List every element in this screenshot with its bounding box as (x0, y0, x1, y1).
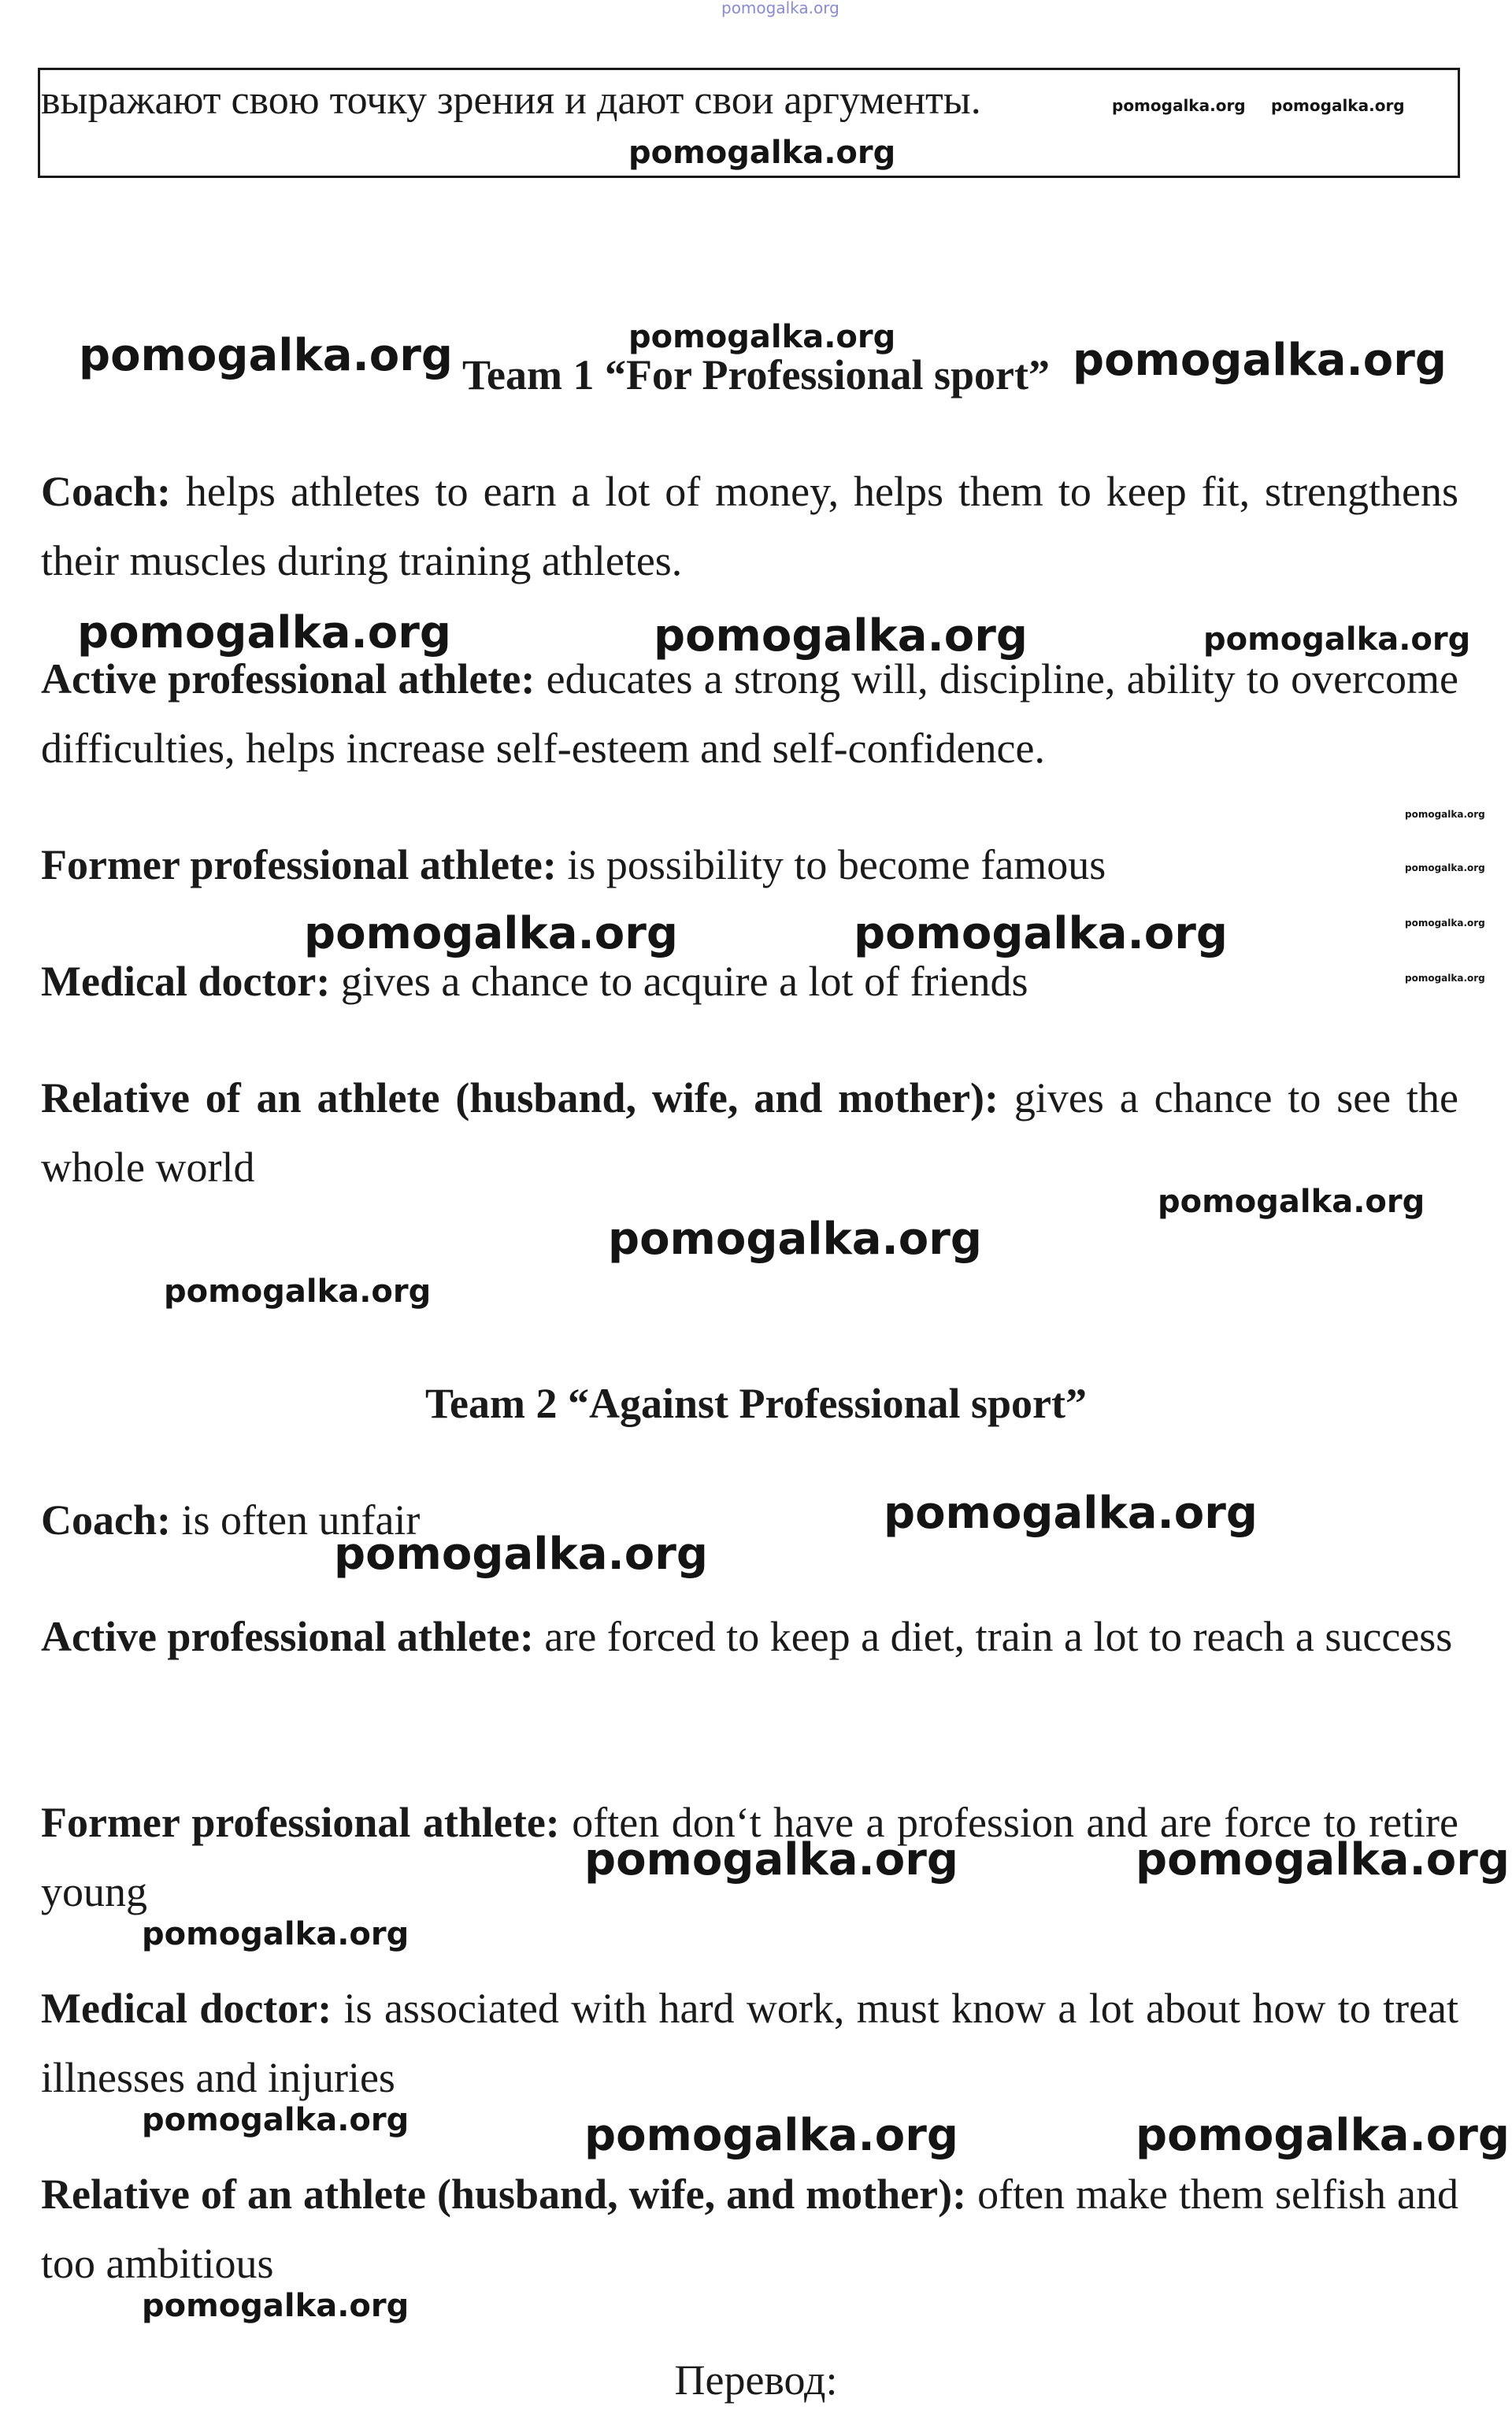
team1-coach-paragraph (41, 457, 1458, 595)
watermark-text: pomogalka.org (1271, 96, 1405, 115)
watermark-text: pomogalka.org (334, 1529, 708, 1580)
role-description: is possibility to become famous (556, 841, 1106, 888)
watermark-text: pomogalka.org (1073, 335, 1447, 386)
team1-active-athlete-paragraph (41, 644, 1458, 783)
watermark-text: pomogalka.org (628, 319, 896, 355)
role-label: Coach: (41, 1496, 171, 1544)
watermark-text: pomogalka.org (142, 2288, 410, 2324)
watermark-text: pomogalka.org (77, 607, 451, 658)
role-description: often don‘t have a profession and are force to retire young (41, 1799, 1458, 1915)
watermark-text: pomogalka.org (654, 610, 1028, 662)
watermark-text: pomogalka.org (304, 908, 678, 959)
watermark-text: pomogalka.org (79, 330, 453, 381)
role-description: is often unfair (170, 1496, 421, 1544)
role-label: Former professional athlete: (41, 1799, 560, 1846)
watermark-text: pomogalka.org (1136, 1834, 1510, 1885)
watermark-text: pomogalka.org (164, 1273, 432, 1310)
team1-relative-paragraph (41, 1063, 1458, 1202)
role-label: Medical doctor: (41, 958, 331, 1005)
watermark-text: pomogalka.org (1405, 973, 1485, 984)
watermark-text: pomogalka.org (628, 135, 896, 171)
role-description: helps athletes to earn a lot of money, helps them to keep fit, strengthens their muscles during training athletes. (41, 468, 1458, 584)
role-label: Medical doctor: (41, 1985, 332, 2032)
watermark-text: pomogalka.org (854, 908, 1228, 959)
role-label: Relative of an athlete (husband, wife, and mother): (41, 1074, 999, 1121)
watermark-text: pomogalka.org (884, 1488, 1258, 1539)
team1-heading: Team 1 “For Professional sport” (462, 351, 1050, 399)
watermark-text: pomogalka.org (584, 2110, 958, 2161)
team2-active-athlete-paragraph (41, 1602, 1458, 1671)
role-description: educates a strong will, discipline, ability to overcome difficulties, helps increase self-esteem and self-confidence. (41, 655, 1458, 772)
watermark-text: pomogalka.org (608, 1214, 982, 1265)
team2-relative-paragraph (41, 2160, 1458, 2298)
watermark-text: pomogalka.org (1203, 621, 1471, 658)
translation-heading: Перевод: (674, 2356, 838, 2404)
role-label: Relative of an athlete (husband, wife, and mother): (41, 2171, 967, 2218)
role-description: gives a chance to see the whole world (41, 1074, 1458, 1191)
role-description: are forced to keep a diet, train a lot to reach a success (533, 1613, 1453, 1660)
watermark-text: pomogalka.org (142, 1916, 410, 1952)
role-label: Coach: (41, 468, 171, 515)
watermark-text: pomogalka.org (1405, 809, 1485, 820)
role-label: Former professional athlete: (41, 841, 557, 888)
box-text: выражают свою точку зрения и дают свои аргументы. (41, 78, 981, 123)
team1-former-athlete-paragraph (41, 830, 1458, 899)
watermark-text: pomogalka.org (142, 2102, 410, 2138)
watermark-text: pomogalka.org (1112, 96, 1246, 115)
role-label: Active professional athlete: (41, 655, 536, 703)
watermark-text: pomogalka.org (584, 1834, 958, 1885)
team2-medical-doctor-paragraph (41, 1974, 1458, 2112)
watermark-text: pomogalka.org (1405, 862, 1485, 873)
team2-heading: Team 2 “Against Professional sport” (424, 1380, 1088, 1427)
role-description: gives a chance to acquire a lot of friends (330, 958, 1028, 1005)
watermark-text: pomogalka.org (1136, 2110, 1510, 2161)
role-description: is associated with hard work, must know a lot about how to treat illnesses and injuries (41, 1985, 1459, 2101)
role-label: Active professional athlete: (41, 1613, 534, 1660)
watermark-text: pomogalka.org (1405, 918, 1485, 929)
team1-medical-doctor-paragraph (41, 947, 1458, 1016)
role-description: often make them selfish and too ambitious (41, 2171, 1458, 2287)
watermark-text: pomogalka.org (1158, 1184, 1425, 1220)
watermark-text: pomogalka.org (721, 0, 839, 17)
